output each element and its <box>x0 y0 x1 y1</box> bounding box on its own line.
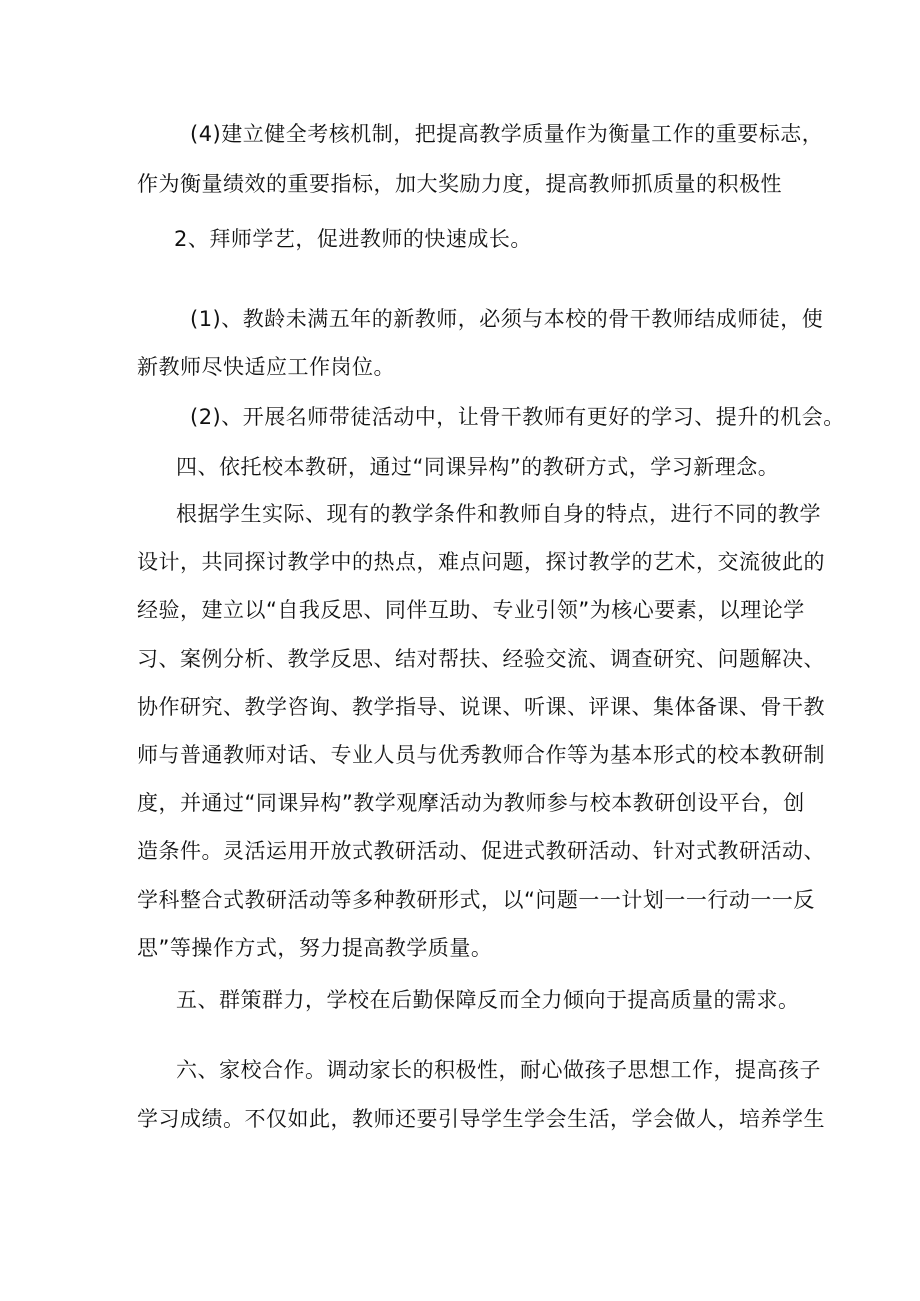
text-line-4: (1)、教龄未满五年的新教师，必须与本校的骨干教师结成师徒，使 <box>190 307 824 331</box>
text-line-8: 根据学生实际、现有的教学条件和教师自身的特点，进行不同的教学 <box>176 502 821 526</box>
text-line-14: 度，并通过“同课异构”教学观摩活动为教师参与校本教研创设平台，创 <box>137 791 805 815</box>
text-line-5: 新教师尽快适应工作岗位。 <box>137 355 395 379</box>
text-line-2: 作为衡量绩效的重要指标，加大奖励力度，提高教师抓质量的积极性 <box>137 172 782 196</box>
text-line-6: (2)、开展名师带徒活动中，让骨干教师有更好的学习、提升的机会。 <box>190 405 845 429</box>
text-line-1: (4)建立健全考核机制，把提高教学质量作为衡量工作的重要标志， <box>190 122 824 146</box>
text-line-16: 学科整合式教研活动等多种教研形式，以“问题一一计划一一行动一一反 <box>137 888 815 912</box>
text-line-20: 学习成绩。不仅如此，教师还要引导学生学会生活，学会做人，培养学生 <box>137 1107 825 1131</box>
text-line-11: 习、案例分析、教学反思、结对帮扶、经验交流、调查研究、问题解决、 <box>137 647 825 671</box>
text-line-15: 造条件。灵活运用开放式教研活动、促进式教研活动、针对式教研活动、 <box>137 839 825 863</box>
section-heading-6: 六、家校合作。调动家长的积极性，耐心做孩子思想工作，提高孩子 <box>176 1058 821 1082</box>
text-line-17: 思”等操作方式，努力提高教学质量。 <box>137 936 493 960</box>
section-heading-4: 四、依托校本教研，通过“同课异构”的教研方式，学习新理念。 <box>176 455 780 479</box>
text-line-12: 协作研究、教学咨询、教学指导、说课、听课、评课、集体备课、骨干教 <box>137 695 825 719</box>
text-line-3: 2、拜师学艺，促进教师的快速成长。 <box>174 227 532 251</box>
text-line-13: 师与普通教师对话、专业人员与优秀教师合作等为基本形式的校本教研制 <box>137 743 825 767</box>
text-line-9: 设计，共同探讨教学中的热点，难点问题，探讨教学的艺术，交流彼此的 <box>137 550 825 574</box>
section-heading-5: 五、群策群力，学校在后勤保障反而全力倾向于提高质量的需求。 <box>176 988 800 1012</box>
text-line-10: 经验，建立以“自我反思、同伴互助、专业引领”为核心要素，以理论学 <box>137 598 805 622</box>
